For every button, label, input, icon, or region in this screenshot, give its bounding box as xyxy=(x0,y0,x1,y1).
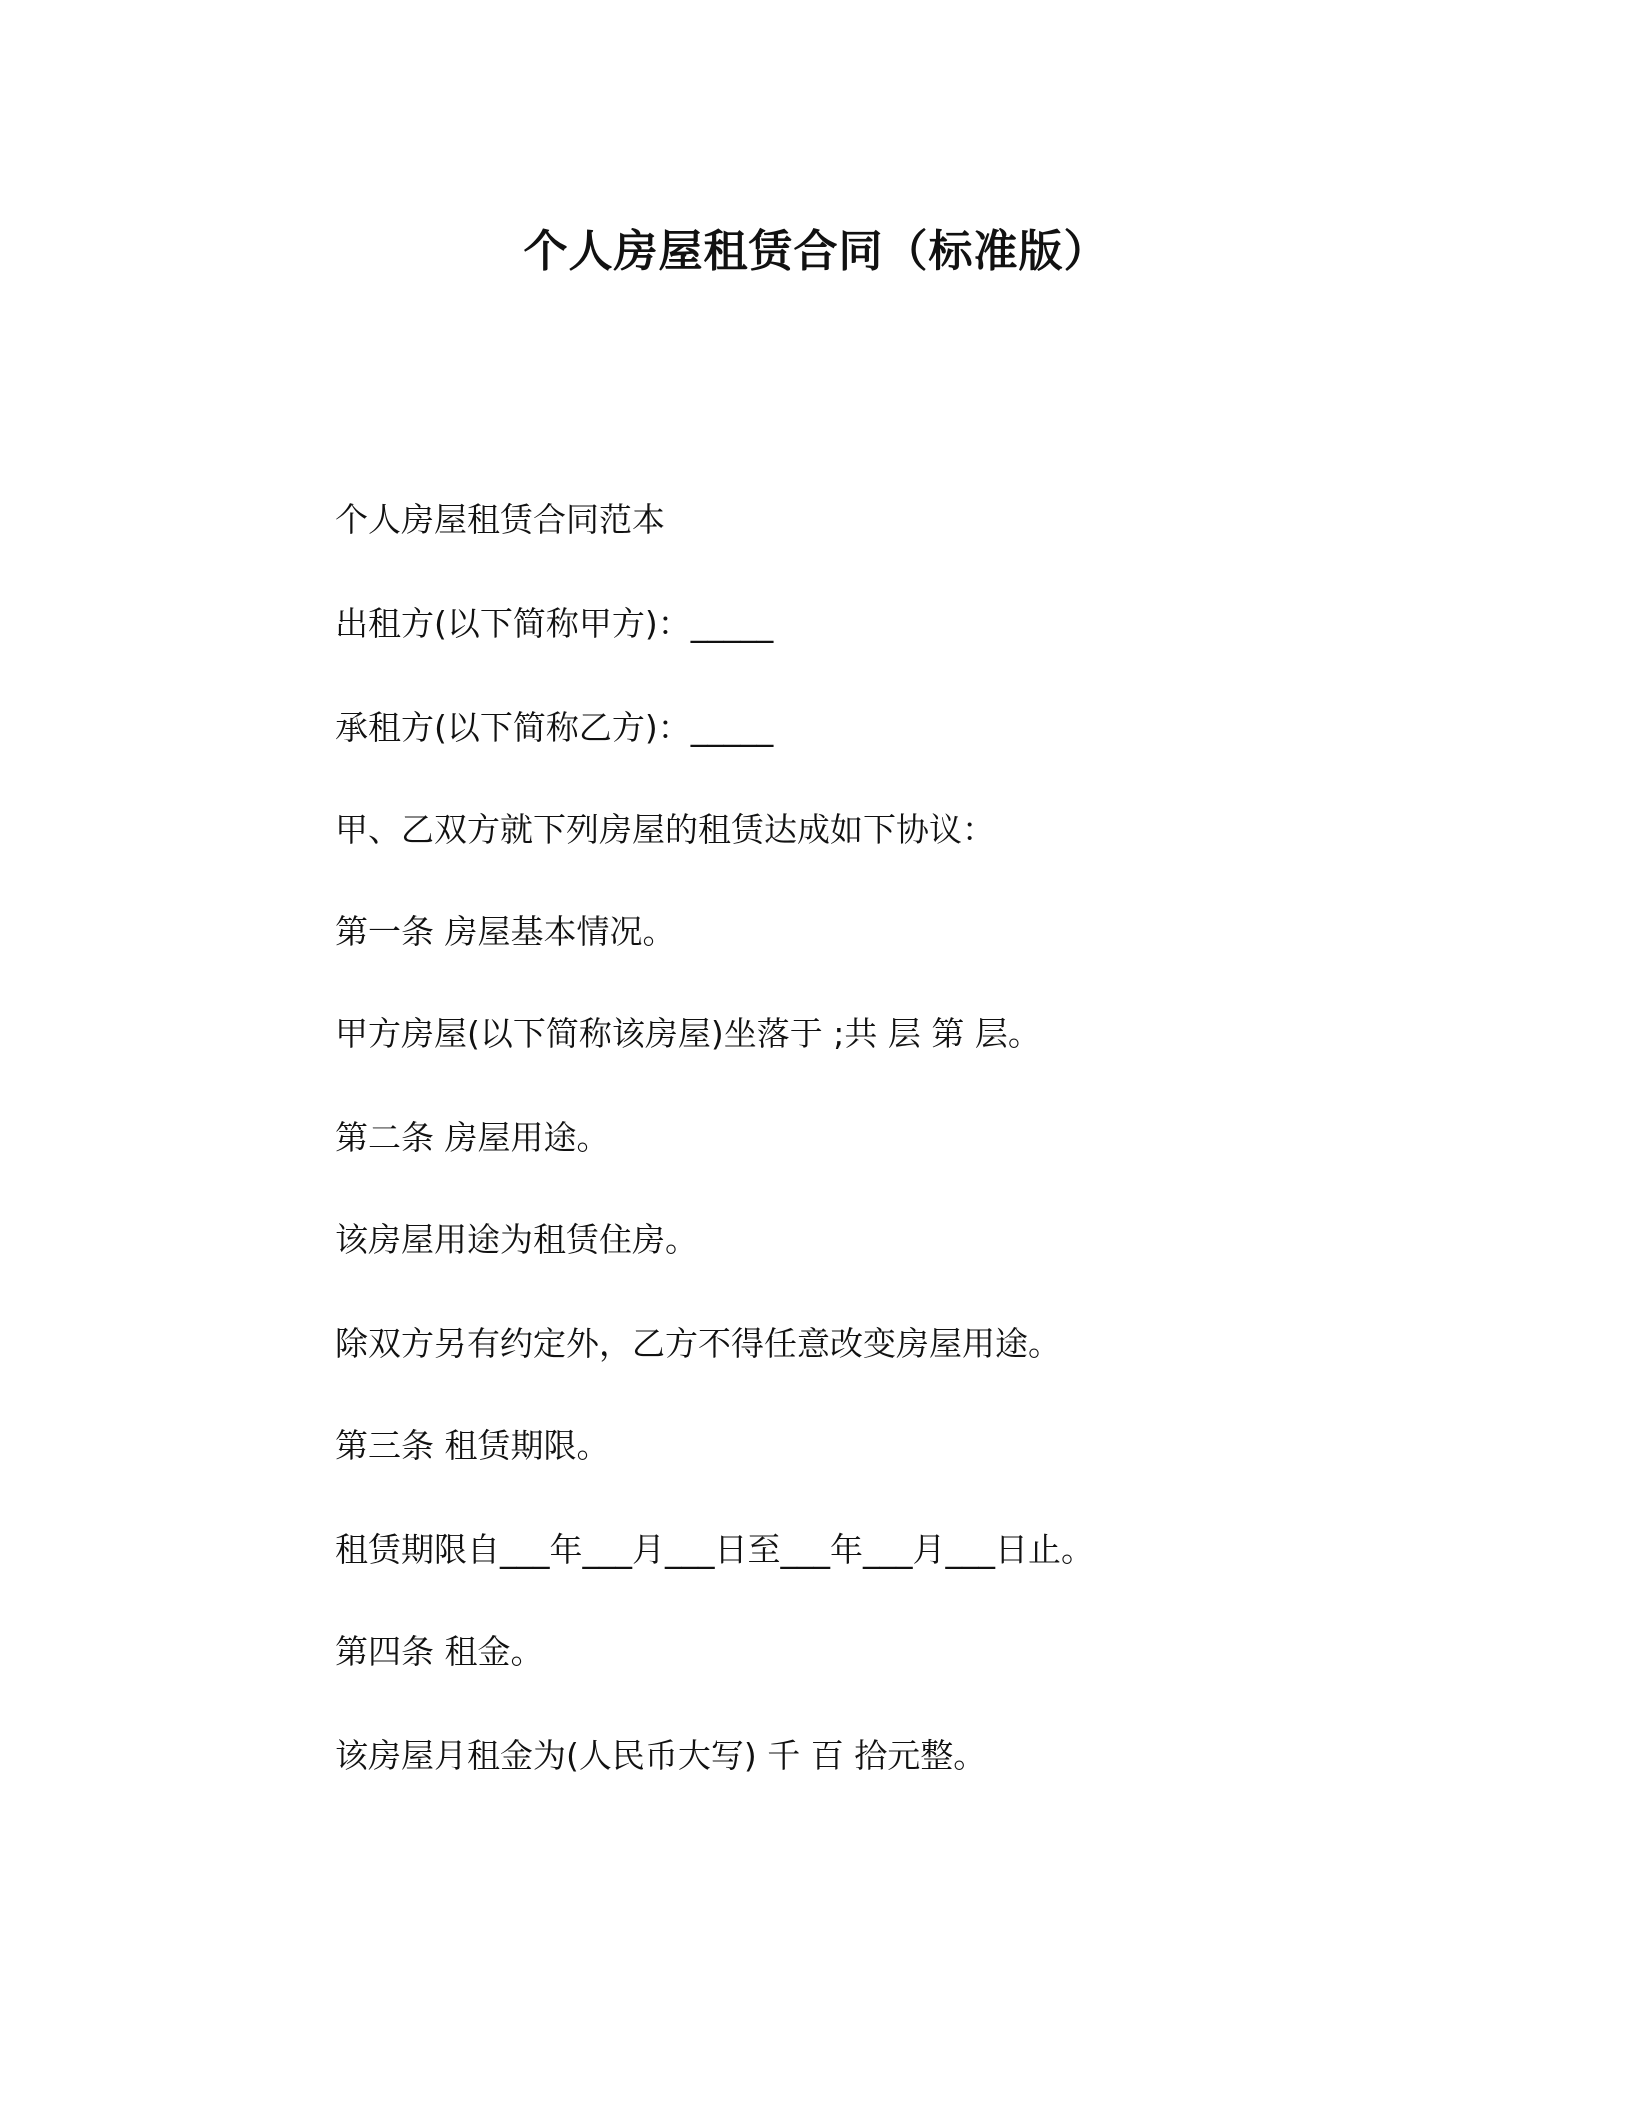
article-2-text-1: 该房屋用途为租赁住房。 xyxy=(335,1220,698,1259)
lessor-line: 出租方(以下简称甲方)：_____ xyxy=(335,604,774,643)
article-4-text: 该房屋月租金为(人民币大写) 千 百 拾元整。 xyxy=(335,1736,987,1775)
document-title: 个人房屋租赁合同（标准版） xyxy=(523,226,1109,277)
article-3-text: 租赁期限自___年___月___日至___年___月___日止。 xyxy=(335,1530,1094,1569)
article-1-heading: 第一条 房屋基本情况。 xyxy=(335,912,676,951)
agreement-intro-line: 甲、乙双方就下列房屋的租赁达成如下协议： xyxy=(335,810,995,849)
article-2-heading: 第二条 房屋用途。 xyxy=(335,1118,610,1157)
article-3-heading: 第三条 租赁期限。 xyxy=(335,1426,610,1465)
article-2-text-2: 除双方另有约定外，乙方不得任意改变房屋用途。 xyxy=(335,1324,1061,1363)
article-4-heading: 第四条 租金。 xyxy=(335,1632,544,1671)
article-1-text: 甲方房屋(以下简称该房屋)坐落于 ;共 层 第 层。 xyxy=(335,1014,1041,1053)
subtitle-line: 个人房屋租赁合同范本 xyxy=(335,500,665,539)
lessee-line: 承租方(以下简称乙方)：_____ xyxy=(335,708,774,747)
